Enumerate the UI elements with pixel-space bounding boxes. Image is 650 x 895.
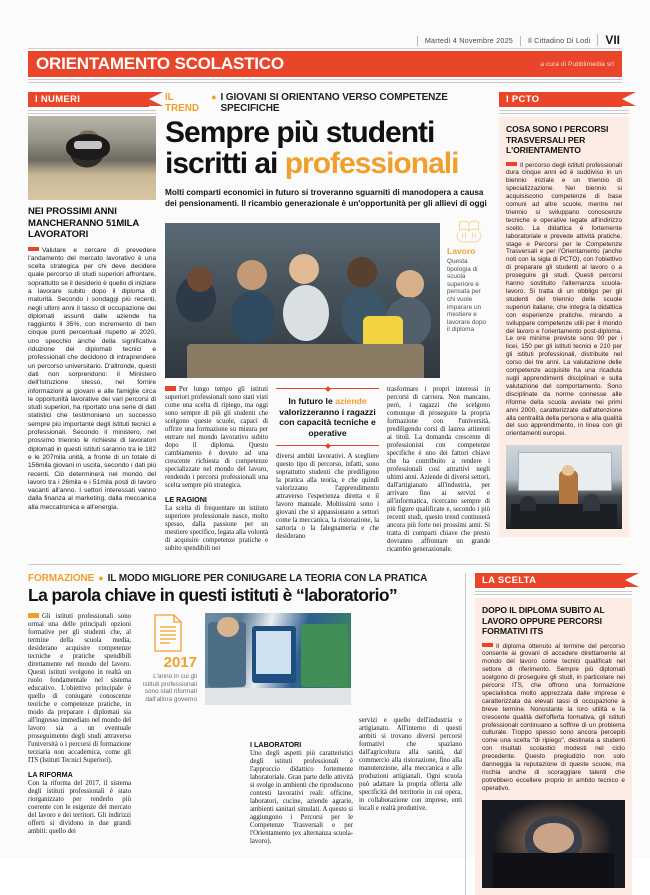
photo-students-workshop <box>165 223 440 378</box>
quote-highlight: aziende <box>335 396 367 406</box>
pcto-body <box>506 162 622 439</box>
paragraph-marker-icon <box>482 643 493 648</box>
flag-rules <box>499 110 629 114</box>
section-divider <box>28 564 622 565</box>
column-numbers <box>28 92 156 554</box>
main-body-columns <box>165 386 490 554</box>
scelta-body-text: Il diploma ottenuto al termine del percorso consente ai giovani di accedere direttamente al mondo del lavoro come tecnici qualificati nel settore di riferimento. Sempre più diplomati scelgono di proseguire gli studi, in particolare nei percorsi ITS, che offrono una formazione specialistica molto apprezzata dalle imprese e caratterizzata da elevati tassi di occupazione a breve termine. Nonostante la loro utilità e la crescente qualità dell'offerta formativa, gli istituti professionali continuano a soffrire di un problema culturale. Troppo spesso sono ancora percepiti come una scelta "di ripiego", destinata a studenti con risultati scolastici modesti nel ciclo precedente. Questo pregiudizio non solo danneggia la reputazione di queste scuole, ma rischia anche di scoraggiare talenti che potrebbero eccellere proprio in ambito tecnico e operativo. <box>482 642 625 792</box>
formazione-col3-subhead: I LABORATORI <box>250 740 302 749</box>
masthead <box>28 0 622 83</box>
sidebar-lavoro-title: Lavoro <box>447 246 476 256</box>
masthead-topline <box>28 30 622 46</box>
formazione-col3-body: Uno degli aspetti più caratteristici degli istituti professionali è l'approccio didattico fortemente laboratoriale. Gran parte delle attività si svolge in ambienti che riproducono contesti lavorativi reali: officine, laboratori, cucine, aziende agrarie, ambienti sanitari simulati. A questo si aggiungono i Percorsi per le Competenze Trasversali e per l'Orientamento (ex alternanza scuola-lavoro). <box>250 750 353 845</box>
formazione-col2-body: servizi e quello dell'industria e artigianato. All'interno di questi ambiti si trovano diversi percorsi formativi che spaziano dall'agricoltura alla sanità, dal commercio alla ristorazione, fino alla manutenzione, alla meccanica e alle produzioni artigianali. Ogni scuola può adattare la propria offerta alle specificità del territorio in cui opera, in collaborazione con imprese, enti locali e realtà produttive. <box>359 717 462 812</box>
headline-highlight: professionali <box>284 147 459 180</box>
headline-line-1: Sempre più studenti <box>165 116 435 149</box>
kicker-highlight: IL TREND <box>165 92 199 114</box>
section-title: ORIENTAMENTO SCOLASTICO <box>36 54 284 73</box>
headline-line-2 <box>165 148 490 179</box>
pcto-panel <box>499 117 629 537</box>
flag-label: LA SCELTA <box>482 575 537 586</box>
publication-name: Il Cittadino Di Lodi <box>520 36 597 46</box>
numbers-body <box>28 247 156 513</box>
lower-grid <box>28 573 625 895</box>
main-col-2 <box>276 386 379 554</box>
stat-caption: L'anno in cui gli istituti professionali sono stati riformati dall'allora governo <box>143 673 197 703</box>
kicker-highlight: FORMAZIONE <box>28 573 95 584</box>
main-col-1 <box>165 386 268 554</box>
hands-holding-book-icon <box>454 218 484 244</box>
formazione-col-4 <box>250 740 353 846</box>
masthead-bottom-rules <box>28 79 622 83</box>
photo-classroom <box>506 445 622 529</box>
formazione-col1-p1 <box>28 613 131 765</box>
formazione-col-1 <box>28 613 131 836</box>
hero-row <box>165 216 490 378</box>
column-la-scelta <box>465 573 632 895</box>
paragraph-marker-icon <box>28 613 39 618</box>
main-standfirst: Molti comparti economici in futuro si troveranno sguarniti di manodopera a causa dei pensionamenti. Il ricambio generazionale è un'opportunità per gli allievi di oggi <box>165 188 487 208</box>
pull-quote-text <box>278 396 377 438</box>
main-col1-subhead: LE RAGIONI <box>165 495 207 504</box>
kicker-text: IL MODO MIGLIORE PER CONIUGARE LA TEORIA CON LA PRATICA <box>107 573 428 584</box>
flag-label: I NUMERI <box>35 94 81 105</box>
numbers-headline: NEI PROSSIMI ANNI MANCHERANNO 51MILA LAVORATORI <box>28 206 139 240</box>
formazione-col1-p2: Con la riforma del 2017, il sistema degli istituti professionali è stato riorganizzato per renderlo più coerente con le esigenze del mercato del lavoro e dei territori. Gli indirizzi offerti si dividono in due grandi ambiti: quello dei <box>28 780 131 835</box>
section-banner <box>28 51 622 77</box>
flag-label: I PCTO <box>506 94 540 105</box>
main-kicker <box>165 92 490 114</box>
pcto-body-text: Il percorso degli istituti professionali dura cinque anni ed è suddiviso in un biennio iniziale e un triennio di specializzazione. Nel biennio si acquisiscono competenze di base comuni ad altre scuole, mentre nel triennio si sviluppano conoscenze tecniche e operative legate all'indirizzo scelto. La didattica è fortemente laboratoriale e prevede attività pratiche, stage e Percorsi per le Competenze Trasversali e per l'Orientamento (anche noti con la sigla di PCTO), con l'obiettivo di preparare gli studenti al lavoro o a proseguire gli studi. Questi percorsi hanno sostituito l'alternanza scuola-lavoro. Si tratta di un obbligo per gli studenti del triennio delle scuole superiori italiane, che integra la didattica con esperienze pratiche, mirando a sviluppare competenze utili per il mondo del lavoro e l'orientamento post-diploma. Le ore minime previste sono 90 per i licei, 150 per gli istituti tecnici e 210 per gli istituti professionali, distribuite nel corso dei tre anni. La valutazione delle competenze acquisite ha una ricaduta sugli apprendimenti disciplinari e sulla valutazione del comportamento. Sono disciplinate da norme connesse alle riforme della scuola avviate nei primi anni 2000, caratterizzate dall'attenzione alla centralità della persona e alla qualità del suo apprendimento, in linea con gli orientamenti europei. <box>506 161 622 438</box>
masthead-rule <box>28 48 622 49</box>
publication-date: Martedì 4 Novembre 2025 <box>417 36 520 46</box>
headline-bold: “laboratorio” <box>295 585 398 605</box>
quote-rest: valorizzeranno i ragazzi con capacità tecniche e operative <box>279 406 376 438</box>
formazione-columns <box>28 613 462 836</box>
paragraph-marker-icon <box>506 162 517 167</box>
column-formazione <box>28 573 462 895</box>
kicker-text: I GIOVANI SI ORIENTANO VERSO COMPETENZE SPECIFICHE <box>220 92 448 114</box>
main-col-3 <box>387 386 490 554</box>
stat-2017 <box>139 613 197 705</box>
numbers-body-text: Valutare e cercare di prevedere l'andamento del mercato lavorativo è una scelta strategica per chi deve decidere quale percorso di studi superiori affrontare, soprattutto se il desiderio è quello di iniziare a lavorare subito dopo il diploma di maturità. Secondo i sondaggi più recenti, negli ultimi anni il tasso di occupazione dei diplomati assunti dalle aziende ha raggiunto il 35%, con incremento di ben cinque punti percentuali rispetto al 2020, uno specchio anche della significativa riduzione dei diplomati tecnici e professionali che decidono di intraprendere un percorso universitario. D'altronde, questi dati non sorprendono: il Ministero dell'Istruzione stesso, nel fornire informazioni ai giovani e alle famiglie circa le opportunità lavorative dei vari percorsi di studi superiori, ha riportato una serie di dati statistici che testimoniano un successo sempre più importante degli istituti tecnici e professionali. Secondo il ministero, nel prossimo triennio le richieste di lavoratori diplomati in questi istituti saranno tra le 182 e le 207mila unità, a fronte di un totale di 156mila giovani in uscita, secondo i dati più recenti. Ciò determinerà nel mondo del lavoro tra i 26mila e i 51mila posti di lavoro vacanti all'anno. I settori interessati vanno dalla finanza al marketing, dalla meccanica alla meccatronica e all'energia. <box>28 246 156 511</box>
kicker-dot-icon: ● <box>98 573 104 583</box>
paragraph-marker-icon <box>165 386 176 391</box>
scelta-headline: DOPO IL DIPLOMA SUBITO AL LAVORO OPPURE PERCORSI FORMATIVI ITS <box>482 605 605 636</box>
photo-computer-lab <box>205 613 351 705</box>
document-icon <box>151 613 185 653</box>
pcto-headline: COSA SONO I PERCORSI TRASVERSALI PER L'ORIENTAMENTO <box>506 124 609 155</box>
main-headline <box>165 117 490 179</box>
scelta-body <box>482 643 625 793</box>
flag-i-numeri <box>28 92 149 107</box>
column-main-article <box>165 92 490 554</box>
paragraph-marker-icon <box>28 247 39 252</box>
kicker-dot-icon: ● <box>211 92 217 102</box>
main-col1-p1 <box>165 386 268 490</box>
flag-la-scelta <box>475 573 625 588</box>
sidebar-lavoro-body: Questa tipologia di scuola superiore è pensata per chi vuole imparare un mestiere e lavorare dopo il diploma <box>447 258 487 334</box>
headline-plain: La parola chiave in questi istituti è <box>28 585 296 605</box>
photo-boy-microscope <box>482 800 625 888</box>
column-pcto <box>499 92 629 554</box>
hero-photo-wrap <box>165 216 440 378</box>
lab-photo-wrap <box>205 613 351 705</box>
formazione-col-3 <box>359 613 462 836</box>
main-col2-body: diversi ambiti lavorativi. A scegliere questo tipo di percorso, infatti, sono soprattutto studenti che prediligono la pratica alla teoria, e che quindi valorizzano l'apprendimento attraverso l'esperienza diretta e il lavoro manuale. Moltissimi sono i giovani che si appassionano a settori come la meccanica, la ristorazione, la sartoria o la falegnameria e che desiderano <box>276 453 379 540</box>
stat-number: 2017 <box>163 654 197 671</box>
sidebar-lavoro <box>447 216 490 378</box>
flag-rules <box>28 110 156 114</box>
main-col1-p1-text: Per lungo tempo gli istituti superiori professionali sono stati visti come una scelta di ripiego, ma oggi sono sempre di più gli studenti che scelgono queste scuole, capaci di offrire una formazione su misura per entrare nel mondo lavorativo subito dopo il diploma. Questo cambiamento è dovuto ad una crescente richiesta di competenze specializzate nel mondo del lavoro, rendendo i percorsi professionali una scelta sempre più strategica. <box>165 386 268 489</box>
upper-grid <box>28 92 622 554</box>
main-col3-body: trasformare i propri interessi in percorsi di carriera. Non mancano, però, i ragazzi che scelgono comunque di proseguire la propria formazione con l'università, prediligendo corsi di laurea attinenti ai titoli. La domanda crescente di professionisti con competenze specifiche è uno dei fattori chiave che ha contribuito a rendere i professionali così attrattivi negli ultimi anni. Aziende di diversi settori, dall'artigianato all'industria, per arrivare fino ai servizi e all'informatica, ricercano sempre di più figure qualificate e, secondo i più recenti studi, questo trend continuerà ancora più forte nei prossimi anni. Si tratta di comparti chiave che presto dovranno affrontare un grande ricambio generazionale. <box>387 386 490 553</box>
main-col1-p2: La scelta di frequentare un istituto superiore professionale nasce, molto spesso, dalla passione per un mestiere specifico, legata alla volontà di acquisire competenze pratiche e subito spendibili nei <box>165 505 268 552</box>
section-credit: a cura di Pubblimedia srl <box>540 60 614 68</box>
scelta-panel <box>475 598 632 895</box>
quote-plain: In futuro le <box>288 396 336 406</box>
pull-quote <box>276 388 379 446</box>
flag-i-pcto <box>499 92 622 107</box>
formazione-kicker <box>28 573 456 584</box>
flag-rules <box>475 591 632 595</box>
formazione-col1-subhead: LA RIFORMA <box>28 770 73 779</box>
formazione-headline <box>28 586 456 605</box>
page-number: VII <box>597 34 622 46</box>
headline-plain: iscritti ai <box>165 147 285 180</box>
formazione-col1-p1-text: Gli istituti professionali sono ormai una delle principali opzioni formative per gli studenti che, al termine della scuola media, desiderano acquisire competenze tecniche e pratiche spendibili direttamente nel mondo del lavoro. Questi istituti svolgono in realtà un ruolo fondamentale nel sistema educativo. L'obiettivo principale è quello di coniugare conoscenze teoriche e competenze pratiche, in modo da preparare i diplomati sia all'ingresso immediato nel mondo del lavoro sia a un eventuale proseguimento degli studi attraverso l'università o i percorsi di formazione terziaria non accademica, come gli ITS (Istituti Tecnici Superiori). <box>28 613 131 764</box>
photo-carpenter <box>28 116 156 200</box>
